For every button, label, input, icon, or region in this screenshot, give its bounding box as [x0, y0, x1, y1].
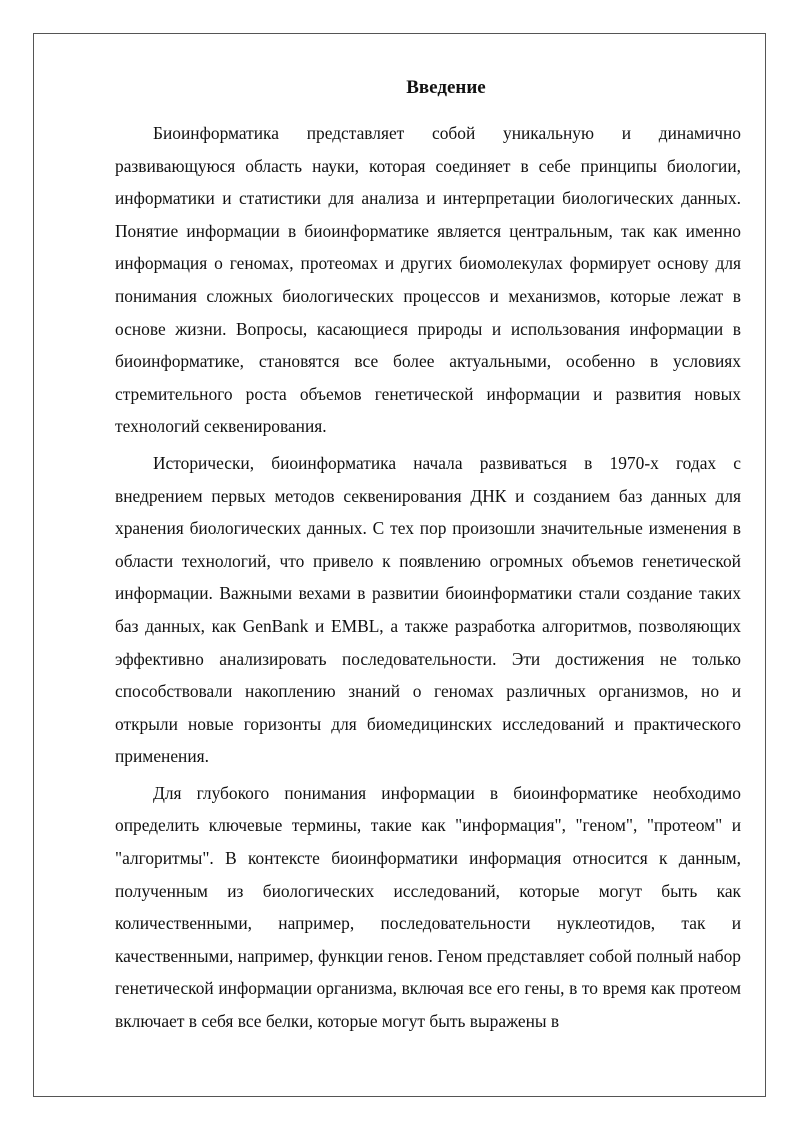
paragraph-3: Для глубокого понимания информации в биоинформатике необходимо определить ключевые термины, такие как "информация", "геном", "протеом" и "алгоритмы". В контексте биоинформатики информация относится к данным, полученным из биологических исследований, которые могут быть как количественными, например, последовательности нуклеотидов, так и качественными, например, функции генов. Геном представляет собой полный набор генетической информации организма, включая все его гены, в то время как протеом включает в себя все белки, которые могут быть выражены в — [115, 782, 741, 1032]
paragraph-2: Исторически, биоинформатика начала развиваться в 1970-х годах с внедрением первых методов секвенирования ДНК и созданием баз данных для хранения биологических данных. С тех пор произошли значительные изменения в области технологий, что привело к появлению огромных объемов генетической информации. Важными вехами в развитии биоинформатики стали создание таких баз данных, как GenBank и EMBL, а также разработка алгоритмов, позволяющих эффективно анализировать последовательности. Эти достижения не только способствовали накоплению знаний о геномах различных организмов, но и открыли новые горизонты для биомедицинских исследований и практического применения. — [115, 452, 741, 767]
paragraph-1: Биоинформатика представляет собой уникальную и динамично развивающуюся область науки, которая соединяет в себе принципы биологии, информатики и статистики для анализа и интерпретации биологических данных. Понятие информации в биоинформатике является центральным, так как именно информация о геномах, протеомах и других биомолекулах формирует основу для понимания сложных биологических процессов и механизмов, которые лежат в основе жизни. Вопросы, касающиеся природы и использования информации в биоинформатике, становятся все более актуальными, особенно в условиях стремительного роста объемов генетической информации и развития новых технологий секвенирования. — [115, 123, 741, 437]
page-title: Введение — [406, 77, 486, 98]
document-body — [115, 72, 741, 1038]
